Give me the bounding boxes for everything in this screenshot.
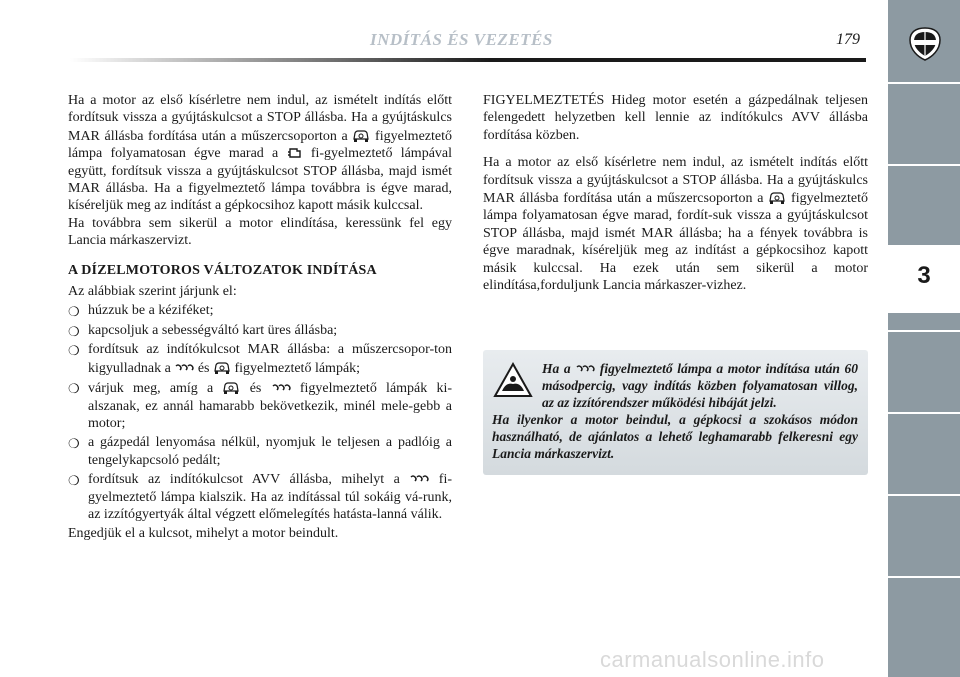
list-item	[68, 471, 452, 523]
text-run: figyelmeztető lámpa folyamatosan égve marad a	[68, 128, 452, 162]
sidebar-divider	[888, 576, 960, 578]
header-rule	[70, 58, 866, 62]
section-heading-diesel: A DÍZELMOTOROS VÁLTOZATOK INDÍTÁSA	[68, 262, 377, 278]
glow-plug-icon	[575, 364, 595, 376]
glow-plug-icon	[271, 383, 291, 395]
warning-text	[492, 360, 858, 462]
list-item-text: figyelmeztető lámpák;	[234, 360, 361, 376]
list-item	[68, 302, 452, 319]
text-run: Ha a	[542, 361, 571, 376]
sidebar-tab-number: 3	[917, 262, 931, 289]
chapter-title: INDÍTÁS ÉS VEZETÉS	[370, 30, 553, 49]
bullet-circle-icon: ❍	[68, 381, 80, 397]
list-item-text: várjuk meg, amíg a	[88, 381, 214, 397]
paragraph-closing: Engedjük el a kulcsot, mihelyt a motor beindult.	[68, 526, 339, 542]
paragraph-restart-diesel	[483, 154, 868, 294]
chapter-sidebar	[888, 0, 960, 677]
list-item	[68, 322, 452, 339]
sidebar-divider	[888, 494, 960, 496]
brand-shield-icon	[907, 26, 943, 62]
glow-plug-icon	[409, 474, 429, 486]
list-item	[68, 379, 452, 432]
engine-check-icon	[287, 146, 303, 160]
list-item-text: a gázpedál lenyomása nélkül, nyomjuk le teljesen a padlóig a tengelykapcsoló pedált;	[88, 435, 452, 468]
bullet-circle-icon: ❍	[68, 473, 80, 489]
paragraph-restart-petrol	[68, 92, 452, 215]
immobilizer-car-key-icon	[352, 127, 370, 143]
immobilizer-car-key-icon	[213, 359, 231, 375]
left-column	[68, 92, 452, 543]
list-item-text: húzzuk be a kéziféket;	[88, 303, 214, 319]
sidebar-divider	[888, 164, 960, 166]
paragraph-gap	[483, 144, 868, 154]
bullet-circle-icon: ❍	[68, 343, 80, 359]
list-item-text: fordítsuk az indítókulcsot AVV állásba, mihelyt a	[88, 472, 400, 488]
immobilizer-car-key-icon	[768, 189, 786, 205]
page-number: 179	[836, 31, 860, 48]
paragraph-warning-cold: FIGYELMEZTETÉS Hideg motor esetén a gázpedálnak teljesen felengedett helyzetben kell lennie az indítókulcs AVV állásba fordítása közben.	[483, 93, 868, 143]
warning-indented-lines	[492, 360, 858, 411]
glow-plug-icon	[174, 363, 194, 375]
list-item-text: fordítsuk az indítókulcsot MAR állásba: a műszercsopor-ton kigyulladnak a	[88, 342, 452, 376]
text-run: figyelmeztető lámpa folyamatosan égve marad, fordít-suk vissza a gyújtáskulcsot STOP állásba, majd ismét MAR állásba; ha a fények továbbra is égve maradnak, kíséreljük meg az indítást a gépkocsihoz kapott másik kulccsal. Ha ezek után sem sikerül a motor elindítása,forduljunk Lancia márkaszer-vizhez.	[483, 191, 868, 294]
list-item	[68, 434, 452, 469]
instruction-list	[68, 302, 452, 523]
sidebar-divider	[888, 82, 960, 84]
list-item-text: figyelmeztető lámpák ki-alszanak, ez annál hamarabb bekövetkezik, minél mele-gebb a motor;	[88, 381, 453, 431]
sidebar-divider	[888, 330, 960, 332]
text-run: Ha ilyenkor a motor beindul, a gépkocsi a szokásos módon használható, de ajánlatos a lehető leghamarabb felkeresni egy Lancia márkaszervizt.	[492, 412, 858, 461]
list-item-text: és	[249, 381, 262, 397]
right-column	[483, 92, 868, 294]
immobilizer-car-key-icon	[222, 379, 240, 395]
bullet-circle-icon: ❍	[68, 436, 80, 452]
list-item	[68, 341, 452, 377]
text-run: Ha a motor az első kísérletre nem indul, az ismételt indítás előtt fordítsuk vissza a gyújtáskulcsot a STOP állásba. Ha a gyújtáskulcs MAR állásba fordítása után a műszercsoporton a	[483, 155, 868, 207]
list-item-text: fi-gyelmeztető lámpa kialszik. Ha az indítással túl sokáig vá-runk, az izzítógyertyák által végzett előmelegítés hatásta-lanná válik.	[88, 472, 453, 522]
sidebar-divider	[888, 412, 960, 414]
paragraph-service: Ha továbbra sem sikerül a motor elindítása, keressünk fel egy Lancia márkaszervizt.	[68, 215, 452, 249]
text-run: figyelmeztető lámpa a motor indítása után 60 másodpercig, vagy indítás közben folyamatosan villog, az az izzítórendszer működési hibáját jelzi.	[542, 361, 858, 410]
instructions-intro: Az alábbiak szerint járjunk el:	[68, 284, 237, 300]
list-item-text: és	[197, 360, 210, 376]
text-run: Ha a motor az első kísérletre nem indul, az ismételt indítás előtt fordítsuk vissza a gyújtáskulcsot a STOP állásba. Ha a gyújtáskulcs MAR állásba fordítása után a műszercsoporton a	[68, 93, 452, 144]
bullet-circle-icon: ❍	[68, 323, 80, 339]
list-item-text: kapcsoljuk a sebességváltó kart üres állásba;	[88, 322, 338, 338]
watermark: carmanualsonline.info	[600, 647, 825, 672]
text-run: fi-gyelmeztető lámpával együtt, fordítsuk vissza a gyújtáskulcsot STOP állásba, majd ismét MAR állásba. Ha a figyelmeztető lámpa továbbra is égve marad, kíséreljük meg az indítást a gépkocsihoz kapott másik kulccsal.	[68, 146, 453, 214]
bullet-circle-icon: ❍	[68, 304, 80, 320]
